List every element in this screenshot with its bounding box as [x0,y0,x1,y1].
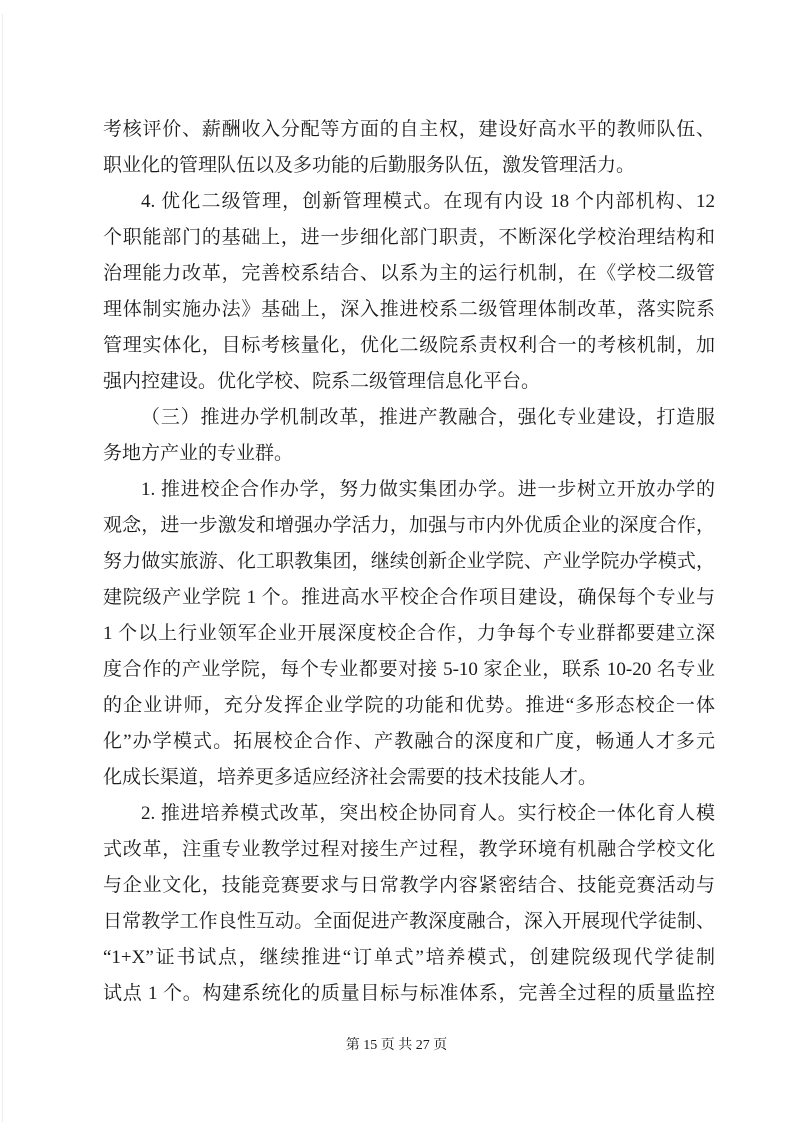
text-line: 2. 推进培养模式改革，突出校企协同育人。实行校企一体化育人模 [141,803,715,824]
text-line: 考核评价、薪酬收入分配等方面的自主权，建设好高水平的教师队伍、 [103,119,715,140]
text-line: 务地方产业的专业群。 [103,443,294,464]
text-line: 1. 推进校企合作办学，努力做实集团办学。进一步树立开放办学的 [141,479,715,500]
text-line: 强内控建设。优化学校、院系二级管理信息化平台。 [103,371,541,392]
document-body [103,112,715,1012]
text-line: 与企业文化，技能竞赛要求与日常教学内容紧密结合、技能竞赛活动与 [103,875,715,896]
text-line: 化”办学模式。拓展校企合作、产教融合的深度和广度，畅通人才多元 [103,731,715,752]
text-line: 试点 1 个。构建系统化的质量目标与标准体系，完善全过程的质量监控 [103,983,715,1004]
text-line: 4. 优化二级管理，创新管理模式。在现有内设 18 个内部机构、12 [141,191,715,212]
text-line: 的企业讲师，充分发挥企业学院的功能和优势。推进“多形态校企一体 [103,695,715,716]
text-line: “1+X”证书试点，继续推进“订单式”培养模式，创建院级现代学徒制 [103,947,715,968]
text-line: 个职能部门的基础上，进一步细化部门职责，不断深化学校治理结构和 [103,227,715,248]
text-line: （三）推进办学机制改革，推进产教融合，强化专业建设，打造服 [141,407,715,428]
page-left-edge [2,14,3,1122]
text-line: 努力做实旅游、化工职教集团，继续创新企业学院、产业学院办学模式， [103,551,715,572]
text-line: 管理实体化，目标考核量化，优化二级院系责权利合一的考核机制，加 [103,335,715,356]
text-line: 建院级产业学院 1 个。推进高水平校企合作项目建设，确保每个专业与 [103,587,715,608]
text-line: 化成长渠道，培养更多适应经济社会需要的技术技能人才。 [103,767,598,788]
text-line: 式改革，注重专业教学过程对接生产过程，教学环境有机融合学校文化 [103,839,715,860]
text-line: 观念，进一步激发和增强办学活力，加强与市内外优质企业的深度合作， [103,515,715,536]
text-line: 度合作的产业学院，每个专业都要对接 5-10 家企业，联系 10-20 名专业 [103,659,715,680]
text-line: 职业化的管理队伍以及多功能的后勤服务队伍，激发管理活力。 [103,155,636,176]
text-line: 日常教学工作良性互动。全面促进产教深度融合，深入开展现代学徒制、 [103,911,715,932]
text-line: 理体制实施办法》基础上，深入推进校系二级管理体制改革，落实院系 [103,299,715,320]
page-footer: 第 15 页 共 27 页 [345,1038,448,1053]
text-line: 治理能力改革，完善校系结合、以系为主的运行机制，在《学校二级管 [103,263,715,284]
text-line: 1 个以上行业领军企业开展深度校企合作，力争每个专业群都要建立深 [103,623,715,644]
